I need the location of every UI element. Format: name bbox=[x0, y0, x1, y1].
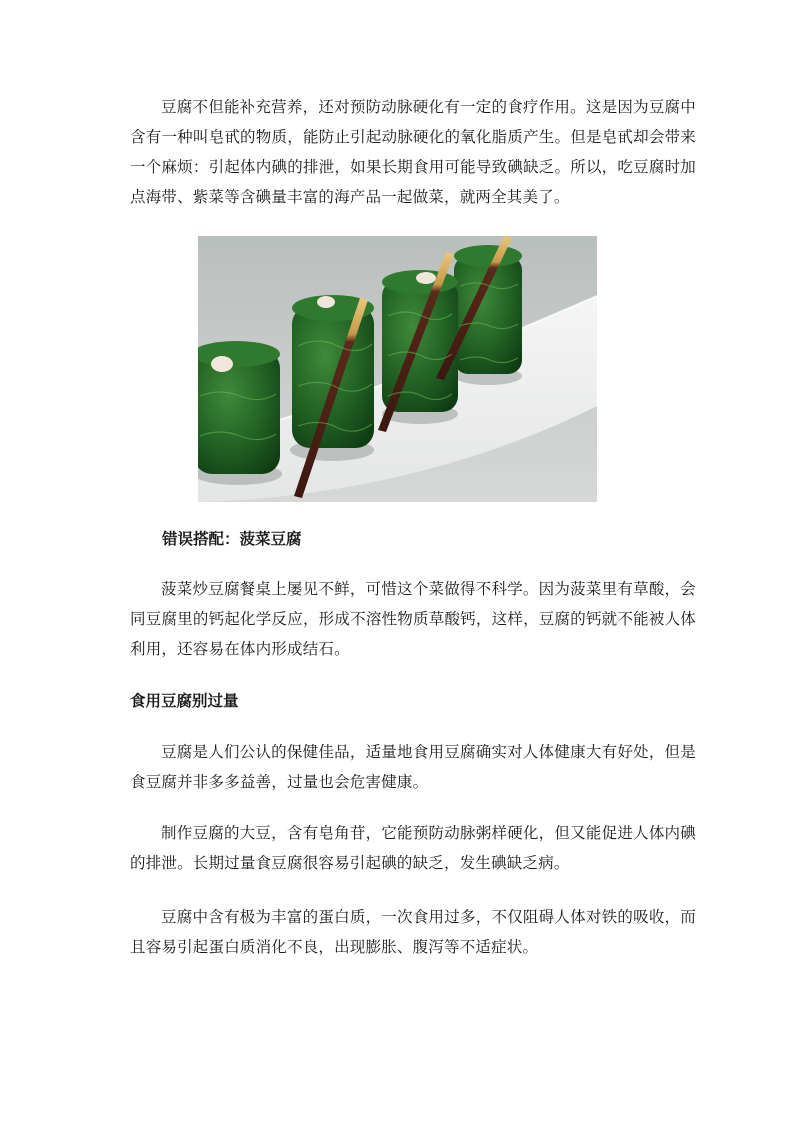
paragraph-spinach-tofu: 菠菜炒豆腐餐桌上屡见不鲜，可惜这个菜做得不科学。因为菠菜里有草酸，会同豆腐里的钙起化学反应，形成不溶性物质草酸钙，这样，豆腐的钙就不能被人体利用，还容易在体内形成结石。 bbox=[130, 580, 696, 658]
paragraph-soy-iodine: 制作豆腐的大豆，含有皂角苷，它能预防动脉粥样硬化，但又能促进人体内碘的排泄。长期过量食豆腐很容易引起碘的缺乏，发生碘缺乏病。 bbox=[130, 824, 696, 872]
section-heading-tofu-excess: 食用豆腐别过量 bbox=[130, 691, 239, 710]
spinach-rolls-illustration bbox=[198, 236, 597, 502]
section-heading-spinach-tofu: 错误搭配：菠菜豆腐 bbox=[162, 529, 302, 548]
spinach-rolls-photo bbox=[198, 236, 597, 502]
paragraph-tofu-health: 豆腐是人们公认的保健佳品，适量地食用豆腐确实对人体健康大有好处，但是食豆腐并非多多益善，过量也会危害健康。 bbox=[130, 743, 696, 791]
paragraph-protein: 豆腐中含有极为丰富的蛋白质，一次食用过多，不仅阻碍人体对铁的吸收，而且容易引起蛋白质消化不良，出现膨胀、腹泻等不适症状。 bbox=[130, 908, 696, 956]
paragraph-intro: 豆腐不但能补充营养，还对预防动脉硬化有一定的食疗作用。这是因为豆腐中含有一种叫皂甙的物质，能防止引起动脉硬化的氧化脂质产生。但是皂甙却会带来一个麻烦：引起体内碘的排泄，如果长期食用可能导致碘缺乏。所以，吃豆腐时加点海带、紫菜等含碘量丰富的海产品一起做菜，就两全其美了。 bbox=[130, 98, 696, 206]
